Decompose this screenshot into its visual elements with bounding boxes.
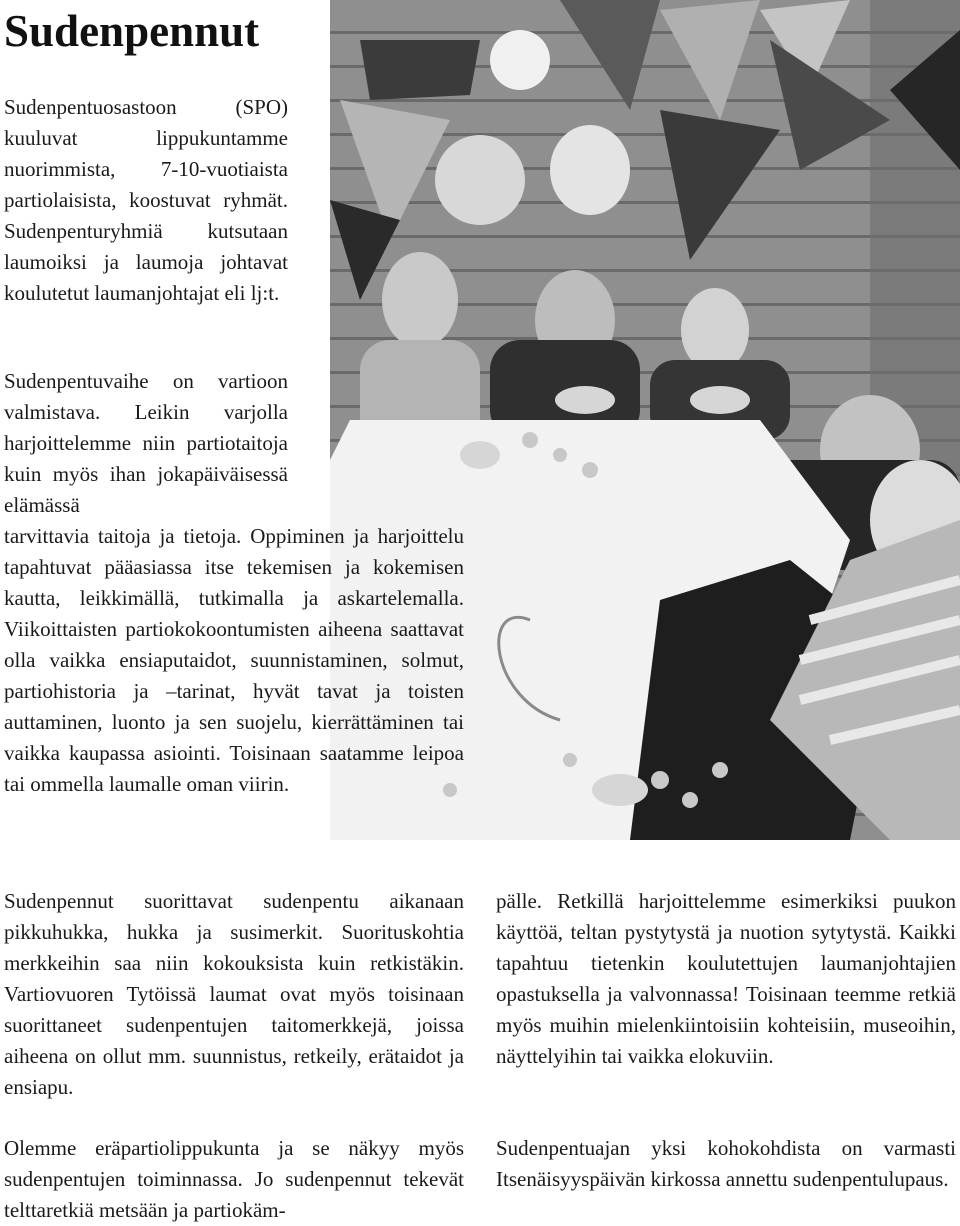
paragraph-outdoor-end: pälle. Retkillä harjoittelemme esimerkiksi puukon käyttöä, teltan pystytystä ja nuotion sytytystä. Kaikki tapahtuu tietenkin koulutettujen laumanjohtajien opastuksella ja valvonnassa! Toisinaan teemme retkiä myös muihin mielenkiintoisiin kohteisiin, museoihin, näyttelyihin tai vaikka elokuviin. — [496, 889, 956, 1068]
paragraph-promise: Sudenpentuajan yksi kohokohdista on varmasti Itsenäisyyspäivän kirkossa annettu sudenpentulupaus. — [496, 1136, 956, 1191]
article-title: Sudenpennut — [4, 6, 260, 56]
paragraph-sudenpentuvaihe: Sudenpentuvaihe on vartioon valmistava. Leikin varjolla harjoittelemme niin partiotaitoja kuin myös ihan jokapäiväisessä elämässä — [4, 369, 288, 517]
paragraph-outdoor-start: Olemme eräpartiolippukunta ja se näkyy myös sudenpentujen toiminnassa. Jo sudenpennut tekevät telttaretkiä metsään ja partiokäm- — [4, 1136, 464, 1222]
paragraph-learning: tarvittavia taitoja ja tietoja. Oppiminen ja harjoittelu tapahtuvat pääasiassa itse tekemisen ja kokemisen kautta, leikkimällä, tutkimalla ja askartelemalla. Viikoittaisten partiokokoontumisten aiheena saattavat olla vaikka ensiaputaidot, suunnistaminen, solmut, partiohistoria ja –tarinat, hyvät tavat ja toisten auttaminen, luonto ja sen suojelu, kierrättäminen tai vaikka kaupassa asiointi. Toisinaan saatamme leipoa tai ommella laumalle oman viirin. — [4, 524, 464, 796]
paragraph-badges: Sudenpennut suorittavat sudenpentu aikanaan pikkuhukka, hukka ja susimerkit. Suorituskohtia merkkeihin saa niin kokouksista kuin retkistäkin. Vartiovuoren Tytöissä laumat ovat myös toisinaan suorittaneet sudenpentujen taitomerkkejä, joissa aiheena on ollut mm. suunnistus, retkeily, erätaidot ja ensiapu. — [4, 889, 464, 1099]
intro-paragraph: Sudenpentuosastoon (SPO) kuuluvat lippukuntamme nuorimmista, 7-10-vuotiaista partiolaisista, koostuvat ryhmät. Sudenpenturyhmiä kutsutaan laumoiksi ja laumoja johtavat koulutetut laumanjohtajat eli lj:t. — [4, 95, 288, 305]
